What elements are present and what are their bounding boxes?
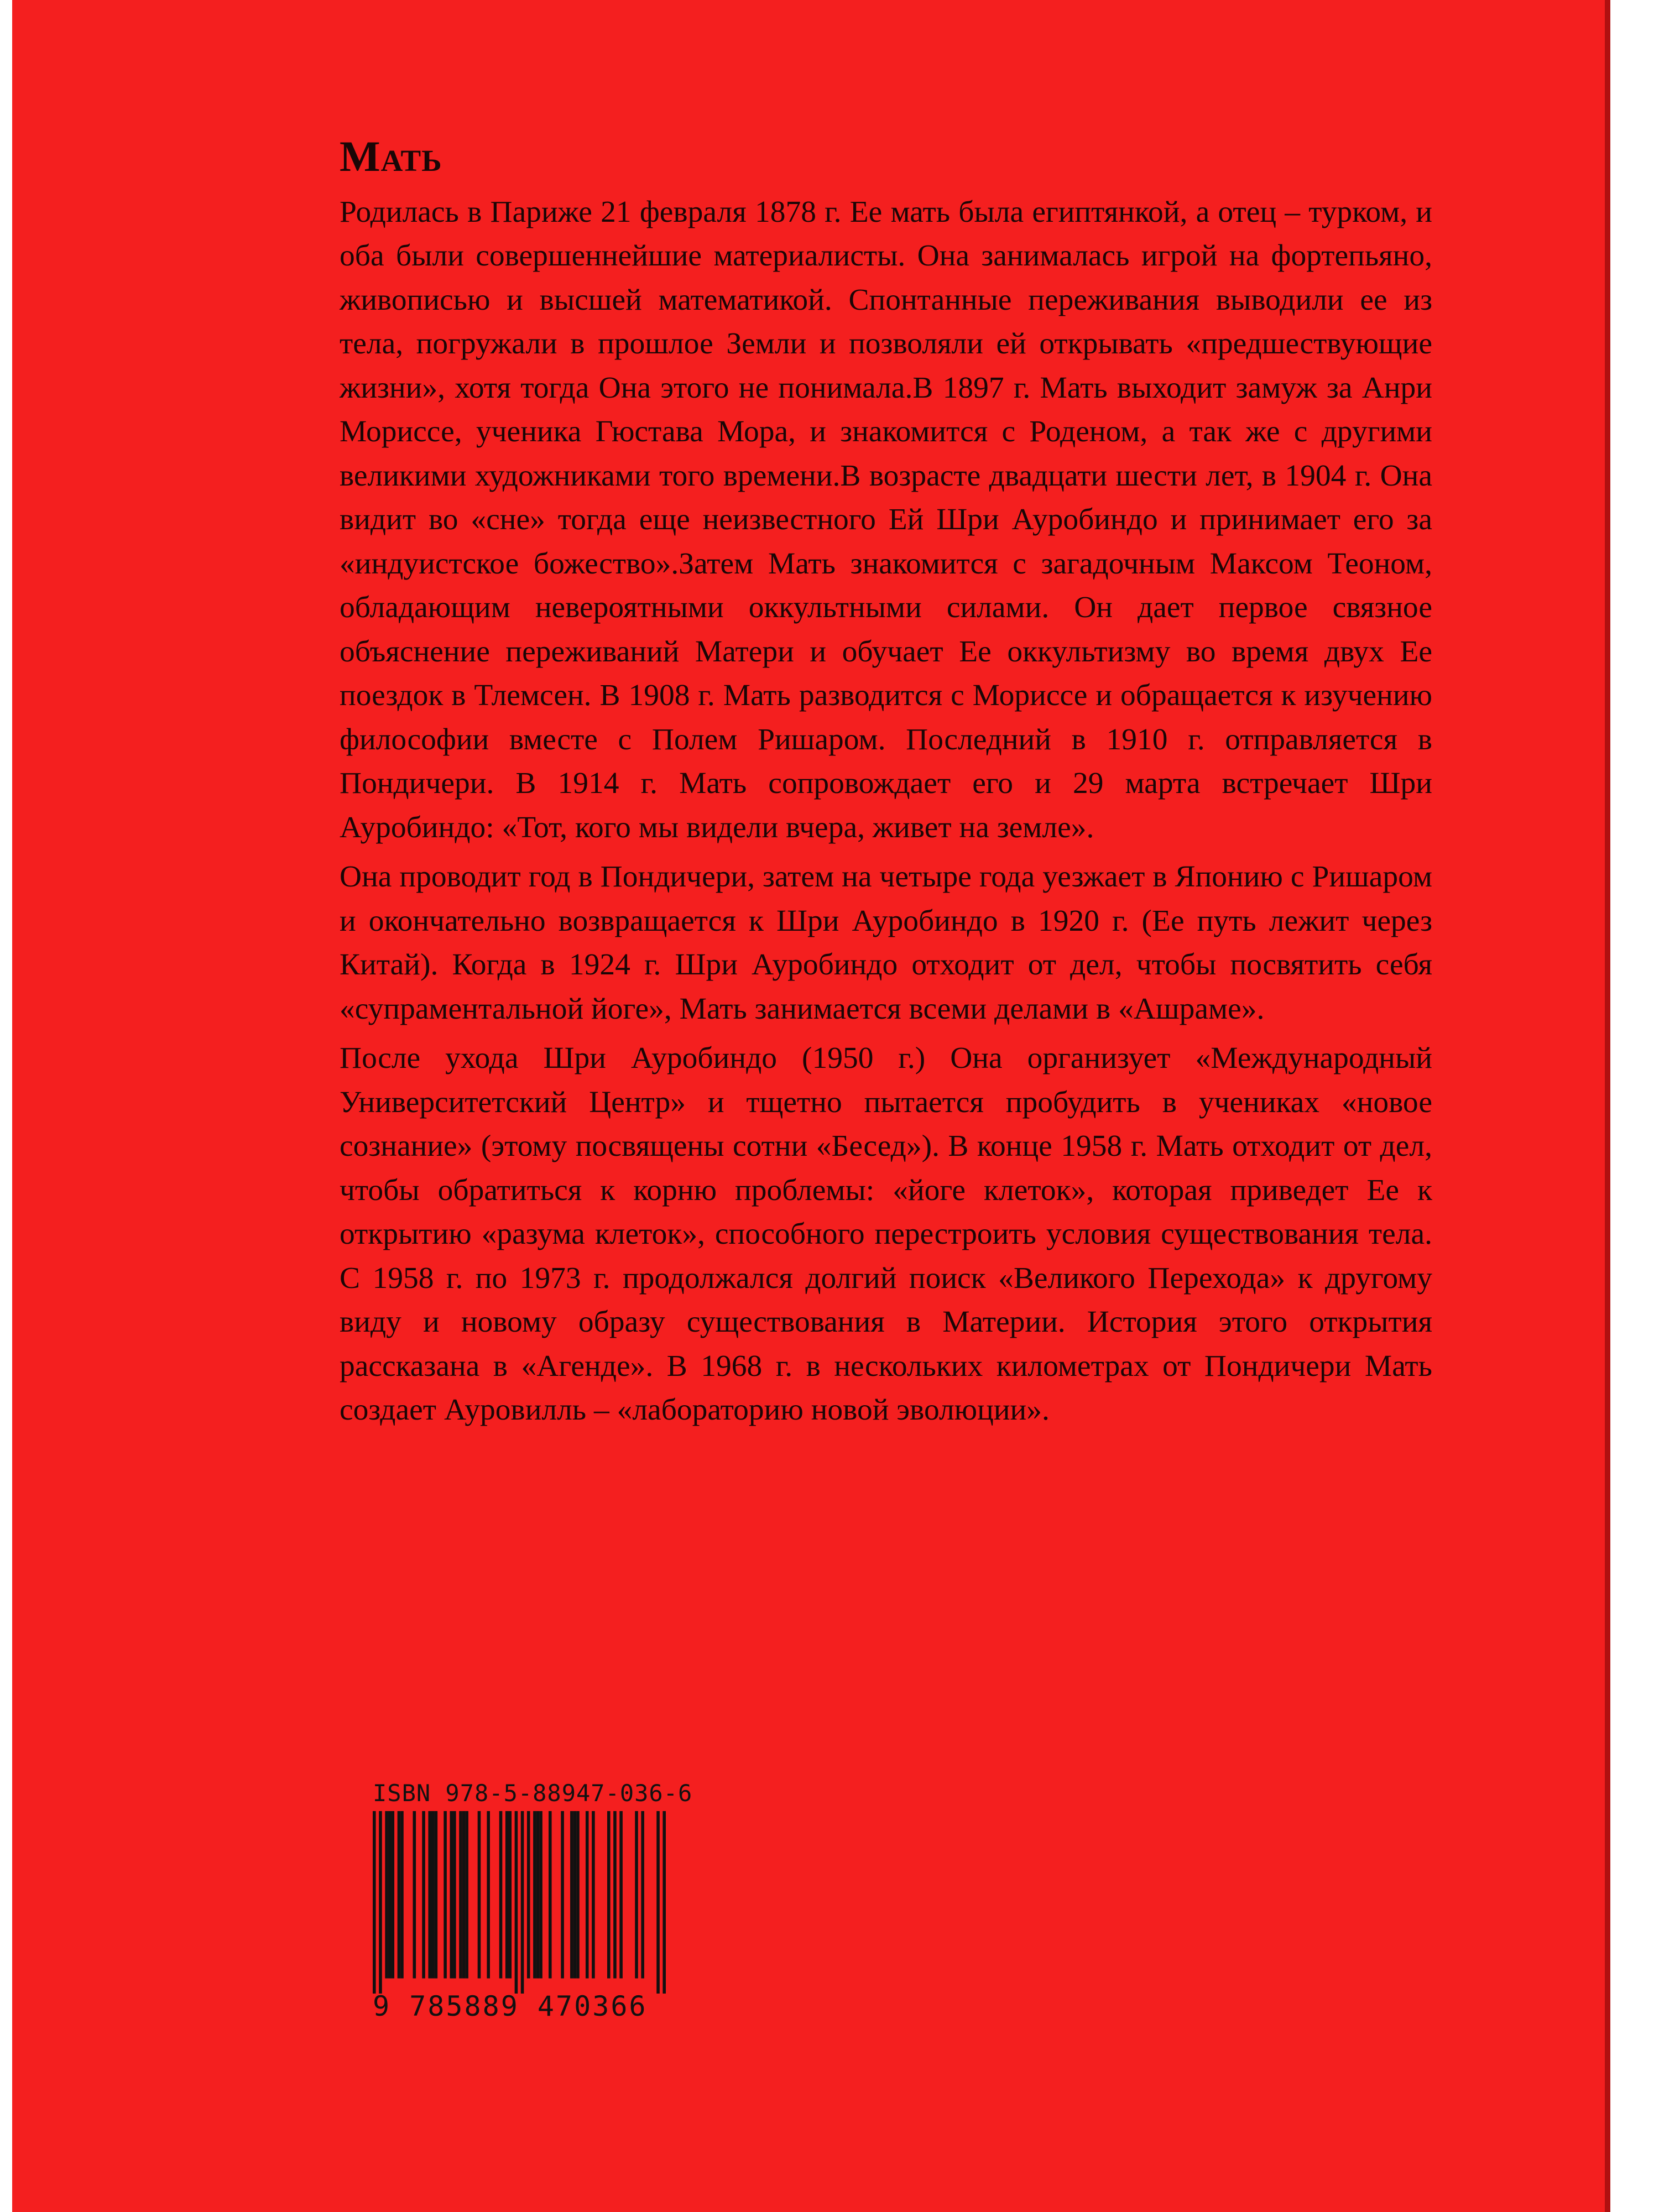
barcode-bar — [478, 1811, 481, 1979]
barcode-bar — [619, 1811, 623, 1979]
isbn-barcode-block — [373, 1780, 693, 2022]
barcode-bar — [576, 1811, 580, 1979]
barcode-bar — [400, 1811, 404, 1979]
barcode-bar — [391, 1811, 394, 1979]
barcode-bar — [570, 1811, 573, 1979]
barcode-bar — [450, 1811, 453, 1979]
barcode-bar — [515, 1811, 518, 1994]
barcode-bar — [431, 1811, 435, 1979]
barcode-bar — [662, 1811, 666, 1994]
barcode-bar — [536, 1811, 540, 1979]
barcode-bar — [499, 1811, 503, 1979]
barcode-bar — [573, 1811, 577, 1979]
barcode-bar — [586, 1811, 589, 1979]
barcode-bar — [607, 1811, 611, 1979]
barcode-bar — [527, 1811, 530, 1979]
barcode-bar — [521, 1811, 524, 1994]
barcode-bar — [453, 1811, 456, 1979]
barcode-bar — [508, 1811, 512, 1979]
barcode-bar — [428, 1811, 431, 1979]
barcode-bar — [459, 1811, 462, 1979]
barcode-bar — [379, 1811, 382, 1994]
barcode-bar — [398, 1811, 401, 1979]
barcode-bar — [422, 1811, 425, 1979]
barcode-bar — [487, 1811, 490, 1979]
paragraph-3: После ухода Шри Ауробиндо (1950 г.) Она организует «Международный Университетский Центр» и тщетно пытается пробудить в учениках «новое сознание» (этому посвящены сотни «Бесед»). В конце 1958 г. Мать отходит от дел, чтобы обратиться к корню проблемы: «йоге клеток», которая приведет Ее к открытию «разума клеток», способного перестроить условия существования тела. С 1958 г. по 1973 г. продолжался долгий поиск «Великого Перехода» к другому виду и новому образу существования в Материи. История этого открытия рассказана в «Агенде». В 1968 г. в нескольких километрах от Пондичери Мать создает Ауровилль – «лабораторию новой эволюции». — [340, 1041, 1432, 1427]
barcode-bar — [656, 1811, 660, 1994]
barcode-bar — [462, 1811, 466, 1979]
barcode-bar — [435, 1811, 438, 1979]
barcode-bar — [549, 1811, 552, 1979]
barcode-bar — [385, 1811, 388, 1979]
barcode-bar — [505, 1811, 509, 1979]
barcode-bar — [388, 1811, 392, 1979]
barcode-bar — [465, 1811, 468, 1979]
barcode-bar — [533, 1811, 536, 1979]
barcode-image — [373, 1811, 666, 1994]
isbn-label: ISBN 978-5-88947-036-6 — [373, 1780, 693, 1807]
barcode-bar — [561, 1811, 564, 1979]
paragraph-1: Родилась в Париже 21 февраля 1878 г. Ее мать была египтянкой, а отец – турком, и оба были совершеннейшие материалисты. Она занималась игрой на фортепьяно, живописью и высшей математикой. Спонтанные переживания выводили ее из тела, погружали в прошлое Земли и позволяли ей открывать «предшествующие жизни», хотя тогда Она этого не понимала.В 1897 г. Мать выходит замуж за Анри Мориссе, ученика Гюстава Мора, и знакомится с Роденом, а так же с другими великими художниками того времени.В возрасте двадцати шести лет, в 1904 г. Она видит во «сне» тогда еще неизвестного Ей Шри Ауробиндо и принимает его за «индуистское божество».Затем Мать знакомится с загадочным Максом Теоном, обладающим невероятными оккультными силами. Он дает первое связное объяснение переживаний Матери и обучает Ее оккультизму во время двух Ее поездок в Тлемсен. В 1908 г. Мать разводится с Мориссе и обращается к изучению философии вместе с Полем Ришаром. Последний в 1910 г. отправляется в Пондичери. В 1914 г. Мать сопровождает его и 29 марта встречает Шри Ауробиндо: «Тот, кого мы видели вчера, живет на земле». — [340, 195, 1432, 844]
book-back-cover — [12, 0, 1605, 2212]
barcode-bar — [373, 1811, 376, 1994]
barcode-bar — [413, 1811, 416, 1979]
barcode-bar — [444, 1811, 447, 1979]
barcode-bar — [635, 1811, 638, 1979]
annotation-block — [340, 133, 1432, 1438]
paragraph-2: Она проводит год в Пондичери, затем на четыре года уезжает в Японию с Ришаром и окончательно возвращается к Шри Ауробиндо в 1920 г. (Ее путь лежит через Китай). Когда в 1924 г. Шри Ауробиндо отходит от дел, чтобы посвятить себя «супраментальной йоге», Мать занимается всеми делами в «Ашраме». — [340, 860, 1432, 1026]
barcode-bar — [592, 1811, 595, 1979]
cover-title: Мать — [340, 132, 442, 180]
barcode-bar — [613, 1811, 617, 1979]
barcode-bar — [539, 1811, 542, 1979]
barcode-bar — [641, 1811, 644, 1979]
barcode-digits: 9 785889 470366 — [373, 1990, 648, 2022]
